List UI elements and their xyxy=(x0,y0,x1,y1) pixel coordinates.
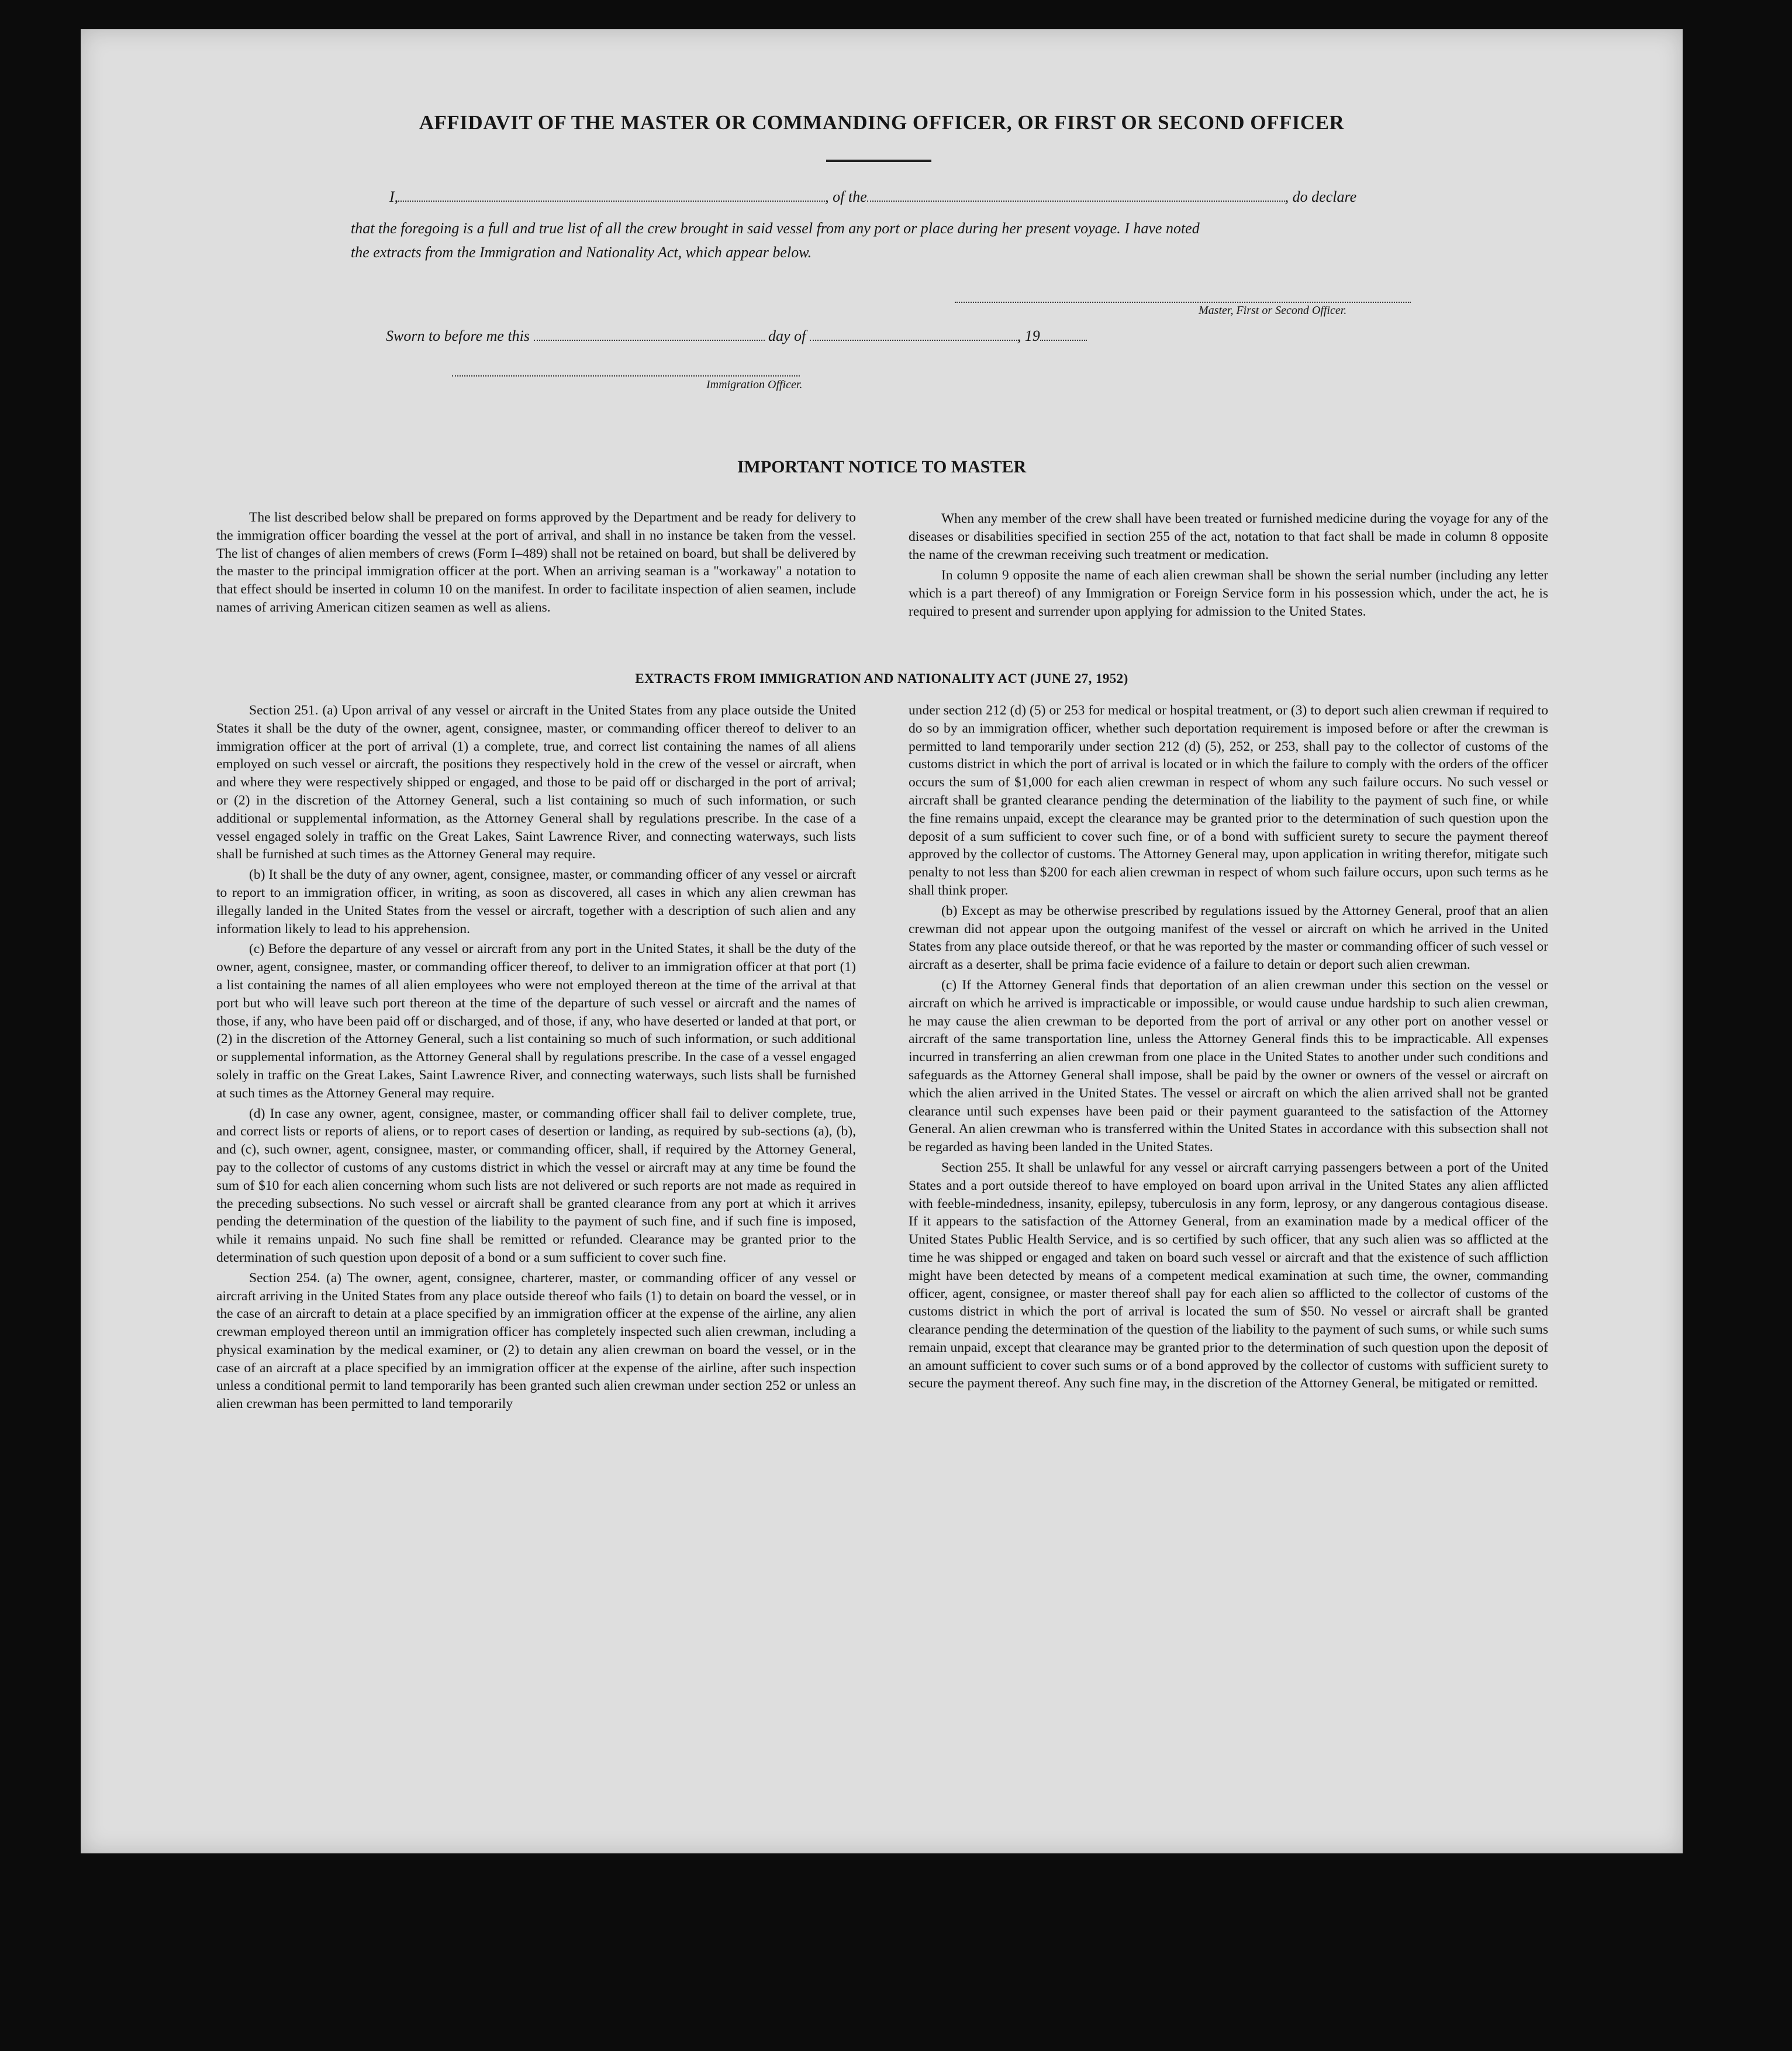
sworn-prefix-label: Sworn to before me this xyxy=(386,327,530,344)
title-divider xyxy=(826,160,931,162)
master-signature-label: Master, First or Second Officer. xyxy=(1199,304,1347,317)
notice-left-column xyxy=(216,509,856,620)
declaration-text-line-3: the extracts from the Immigration and Nationality Act, which appear below. xyxy=(351,244,812,261)
declaration-line xyxy=(389,188,1494,206)
notice-right-paragraph-1: When any member of the crew shall have been treated or furnished medicine during the voyage for any of the diseases or disabilities specified in section 255 of the act, notation to that fact shall be made in column 8 opposite the name of the crewman receiving such treatment or medication. xyxy=(909,511,1548,562)
section-251-c: (c) Before the departure of any vessel or aircraft from any port in the United States, it shall be the duty of the owner, agent, consignee, master, or commanding officer thereof, to deliver to an immigration officer at that port (1) a list containing the names of all alien employees who were not employed thereon at the time of the arrival at that port but who will leave such port thereon at the time of the departure of such vessel or aircraft and the names of those, if any, who have been paid off or discharged, and of those, if any, who have deserted or landed at that port, or (2) in the discretion of the Attorney General, such a list containing so much of such information, or such additional or supplemental information, as the Attorney General shall by regulations prescribe. In the case of a vessel engaged solely in traffic on the Great Lakes, Saint Lawrence River, and connecting waterways, such lists shall be furnished at such times as the Attorney General may require. xyxy=(216,941,856,1101)
section-254-b: (b) Except as may be otherwise prescribed by regulations issued by the Attorney General, proof that an alien crewman did not appear upon the outgoing manifest of the vessel or aircraft on which he arrived in the United States from any place outside thereof, or that he was reported by the master or commanding officer of such vessel or aircraft as a deserter, shall be prima facie evidence of a failure to detain or deport such alien crewman. xyxy=(909,903,1548,973)
extracts-right-column xyxy=(909,702,1548,1395)
sworn-month-field[interactable] xyxy=(810,337,1017,341)
section-255: Section 255. It shall be unlawful for any vessel or aircraft carrying passengers between a port of the United States and a port outside thereof to have employed on board upon arrival in the United States any alien afflicted with feeble-mindedness, insanity, epilepsy, tuberculosis in any form, leprosy, or any dangerous contagious disease. If it appears to the satisfaction of the Attorney General, from an examination made by a medical officer of the United States Public Health Service, and is so certified by such officer, that any such alien was so afflicted at the time he was shipped or engaged and taken on board such vessel or aircraft and that the existence of such affliction might have been detected by means of a competent medical examination at such time, the owner, commanding officer, agent, consignee, or master thereof shall pay for each alien so afflicted to the collector of customs of the customs district in which the port of arrival is located the sum of $50. No vessel or aircraft shall be granted clearance pending the determination of the question of the liability to the payment of such sums, or while such sums remain unpaid, except that clearance may be granted prior to the determination of such question upon the deposit of an amount sufficient to cover such sums or of a bond approved by the collector of customs with sufficient surety to secure the payment thereof. Any such fine may, in the discretion of the Attorney General, be mitigated or remitted. xyxy=(909,1159,1548,1391)
affidavit-title: AFFIDAVIT OF THE MASTER OR COMMANDING OFFICER, OR FIRST OR SECOND OFFICER xyxy=(419,111,1345,134)
notice-title: IMPORTANT NOTICE TO MASTER xyxy=(737,457,1027,477)
extracts-title: EXTRACTS FROM IMMIGRATION AND NATIONALITY ACT (JUNE 27, 1952) xyxy=(635,671,1128,686)
decl-do-declare-label: , do declare xyxy=(1285,188,1357,205)
section-254-a-continued: under section 212 (d) (5) or 253 for medical or hospital treatment, or (3) to deport such alien crewman if required to do so by an immigration officer, whether such deportation requirement is imposed before or after the crewman is permitted to land temporarily under section 212 (d) (5), 252, or 253, shall pay to the collector of customs of the customs district in which the port of arrival is located or in which the failure to comply with the orders of the officer occurs the sum of $1,000 for each alien crewman in respect of whom any such failure occurs. No such vessel or aircraft shall be granted clearance pending the determination of the liability to the payment of such fine, or while the fine remains unpaid, except the clearance may be granted prior to the determination of such question upon the deposit of a sum sufficient to cover such fine, or of a bond with sufficient surety to secure the payment thereof approved by the collector of customs. The Attorney General may, upon application in writing therefor, mitigate such penalty to not less than $200 for each alien crewman in respect of whom such failure occurs, upon such terms as he shall think proper. xyxy=(909,703,1548,898)
decl-i-label: I, xyxy=(389,188,399,205)
decl-of-the-label: , of the xyxy=(825,188,867,205)
sworn-day-of-label: day of xyxy=(768,327,806,344)
section-254-c: (c) If the Attorney General finds that deportation of an alien crewman under this section on the vessel or aircraft on which he arrived is impracticable or impossible, or would cause undue hardship to such alien crewman, he may cause the alien crewman to be deported from the port of arrival or any other port on another vessel or aircraft of the same transportation line, unless the Attorney General finds this to be impracticable. All expenses incurred in transferring an alien crewman from one place in the United States to another under such conditions and safeguards as the Attorney General shall impose, shall be paid by the owner or owners of the vessel or aircraft on which the alien arrived in the United States. The vessel or aircraft on which the alien arrived shall not be granted clearance until such expenses have been paid or their payment guaranteed to the satisfaction of the Attorney General. An alien crewman who is transferred within the United States in accordance with this subsection shall not be regarded as having been landed in the United States. xyxy=(909,977,1548,1155)
name-blank-field[interactable] xyxy=(398,198,825,202)
sworn-year-label: , 19 xyxy=(1017,327,1040,344)
notice-left-paragraph: The list described below shall be prepared on forms approved by the Department and be ready for delivery to the immigration officer boarding the vessel at the port of arrival, and shall in no instance be taken from the vessel. The list of changes of alien members of crews (Form I–489) shall not be retained on board, but shall be delivered by the master to the principal immigration officer at the port. When an arriving seaman is a "workaway" a notation to that effect should be inserted in column 10 on the manifest. In order to facilitate inspection of alien seamen, include names of arriving American citizen seamen as well as aliens. xyxy=(216,510,856,615)
section-251-d: (d) In case any owner, agent, consignee, master, or commanding officer shall fail to deliver complete, true, and correct lists or reports of aliens, or to report cases of desertion or landing, as required by sub-sections (a), (b), and (c), such owner, agent, consignee, master, or commanding officer, shall, if required by the Attorney General, pay to the collector of customs of any customs district in which the vessel or aircraft may at any time be found the sum of $10 for each alien concerning whom such lists are not delivered or such reports are not made as required in the preceding subsections. No such vessel or aircraft shall be granted clearance from any port at which it arrives pending the determination of the question of the liability to the payment of such fine, and if such fine is imposed, while it remains unpaid. No such fine shall be remitted or refunded. Clearance may be granted prior to the determination of such question upon deposit of a bond or a sum sufficient to cover such fine. xyxy=(216,1106,856,1265)
extracts-left-column xyxy=(216,702,856,1415)
document-page xyxy=(81,29,1683,1853)
master-signature-field[interactable] xyxy=(955,302,1411,303)
sworn-year-field[interactable] xyxy=(1040,337,1087,341)
section-251-a: Section 251. (a) Upon arrival of any vessel or aircraft in the United States from any place outside the United States it shall be the duty of the owner, agent, consignee, master, or commanding officer thereof to deliver to an immigration officer at the port of arrival (1) a complete, true, and correct list containing the names of all aliens employed on such vessel or aircraft, the positions they respectively hold in the crew of the vessel or aircraft, when and where they were respectively shipped or engaged, and those to be paid off or discharged in the port of arrival; or (2) in the discretion of the Attorney General, such a list containing so much of such information, or such additional or supplemental information, as the Attorney General shall by regulations prescribe. In the case of a vessel engaged solely in traffic on the Great Lakes, Saint Lawrence River, and connecting waterways, such lists shall be furnished at such times as the Attorney General may require. xyxy=(216,703,856,862)
declaration-text-line-2: that the foregoing is a full and true list of all the crew brought in said vessel from any port or place during her present voyage. I have noted xyxy=(351,220,1200,237)
vessel-blank-field[interactable] xyxy=(867,198,1285,202)
section-251-b: (b) It shall be the duty of any owner, agent, consignee, master, or commanding officer of any vessel or aircraft to report to an immigration officer, in writing, as soon as discovered, all cases in which any alien crewman has illegally landed in the United States from the vessel or aircraft, together with a description of such alien and any information likely to lead to his apprehension. xyxy=(216,867,856,937)
notice-right-paragraph-2: In column 9 opposite the name of each alien crewman shall be shown the serial number (including any letter which is a part thereof) of any Immigration or Foreign Service form in his possession which, under the act, he is required to present and surrender upon applying for admission to the United States. xyxy=(909,568,1548,619)
section-254-a: Section 254. (a) The owner, agent, consignee, charterer, master, or commanding officer of any vessel or aircraft arriving in the United States from any place outside thereof who fails (1) to detain on board the vessel, or in the case of an aircraft to detain at a place specified by an immigration officer at the expense of the airline, any alien crewman employed thereon until an immigration officer has completely inspected such alien crewman, including a physical examination by the medical examiner, or (2) to detain any alien crewman on board the vessel, or in the case of an aircraft at a place specified by an immigration officer at the expense of the airline, after such inspection unless a conditional permit to land temporarily has been granted such alien crewman under section 252 or unless an alien crewman has been permitted to land temporarily xyxy=(216,1270,856,1412)
sworn-day-field[interactable] xyxy=(534,337,765,341)
sworn-line xyxy=(386,327,1263,345)
notice-right-column xyxy=(909,510,1548,624)
immigration-officer-label: Immigration Officer. xyxy=(706,378,803,391)
immigration-officer-signature-field[interactable] xyxy=(452,375,800,377)
